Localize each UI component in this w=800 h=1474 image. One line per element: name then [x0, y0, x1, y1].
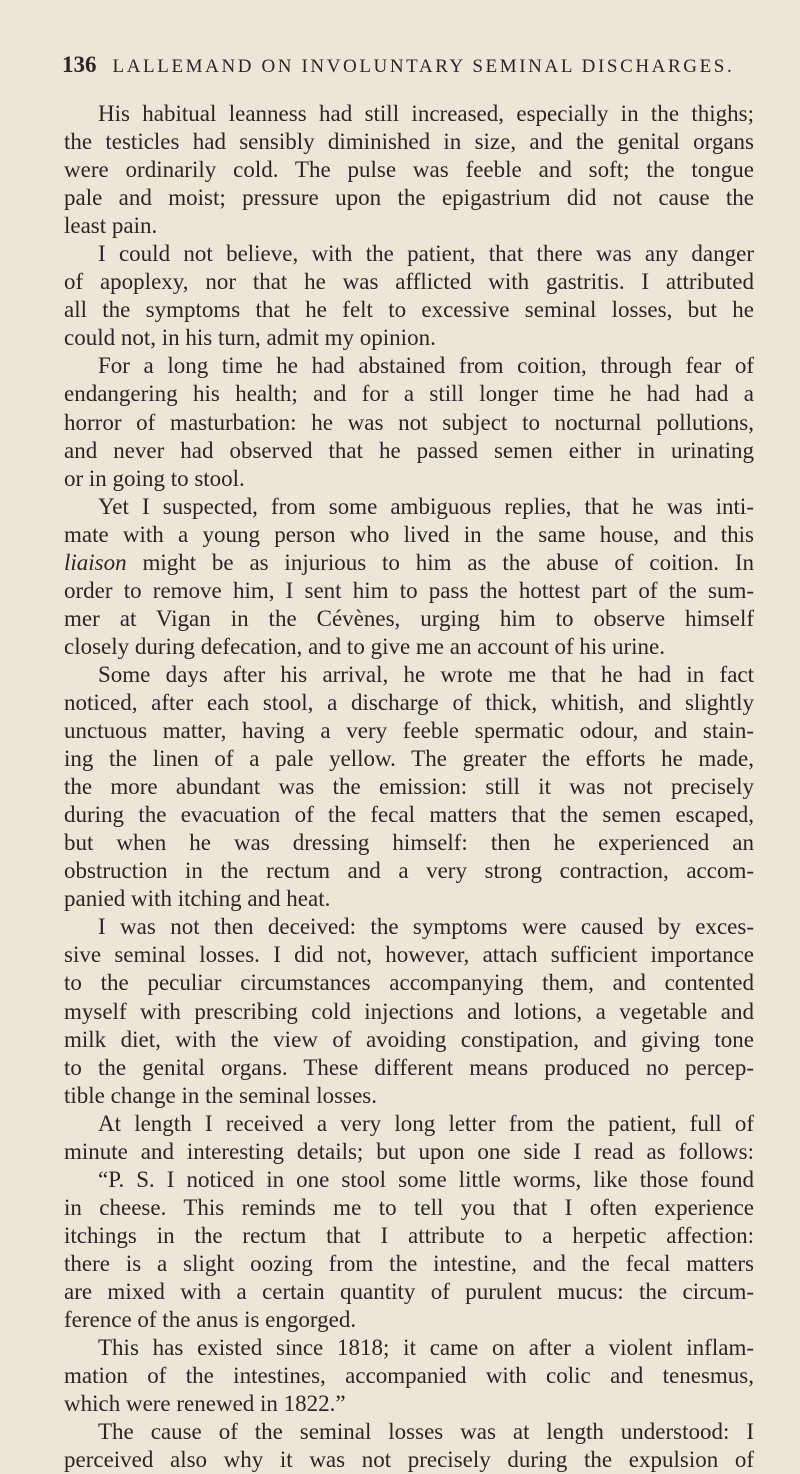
text-line: of apoplexy, nor that he was afflicted with gastritis. I attributed: [64, 269, 754, 295]
text-line: mate with a young person who lived in the same house, and this: [64, 521, 754, 547]
text-line: sive seminal losses. I did not, however, attach sufficient importance: [64, 942, 754, 968]
text-line: which were renewed in 1822.”: [64, 1391, 346, 1417]
text-line: itchings in the rectum that I attribute to a herpetic affection:: [64, 1222, 754, 1248]
text-line: closely during defecation, and to give me an account of his urine.: [64, 633, 665, 659]
text-line: pale and moist; pressure upon the epigastrium did not cause the: [64, 185, 754, 211]
text-line: there is a slight oozing from the intestine, and the fecal matters: [64, 1250, 754, 1276]
text-line: For a long time he had abstained from coition, through fear of: [98, 353, 754, 379]
text-line: perceived also why it was not precisely during the expulsion of: [64, 1447, 754, 1473]
text-line: Some days after his arrival, he wrote me that he had in fact: [98, 661, 754, 687]
text-line: noticed, after each stool, a discharge of thick, whitish, and slightly: [64, 689, 754, 715]
text-line: Yet I suspected, from some ambiguous replies, that he was inti-: [98, 493, 754, 519]
text-line: myself with prescribing cold injections and lotions, a vegetable and: [64, 998, 754, 1024]
text-line: and never had observed that he passed semen either in urinating: [64, 437, 754, 463]
text-line: milk diet, with the view of avoiding constipation, and giving tone: [64, 1026, 754, 1052]
text-line: [64, 549, 754, 577]
text-line: the more abundant was the emission: still it was not precisely: [64, 774, 754, 800]
text-line: could not, in his turn, admit my opinion.: [64, 325, 436, 351]
text-line: or in going to stool.: [64, 465, 245, 491]
text-line: I was not then deceived: the symptoms were caused by exces-: [98, 914, 754, 940]
text-line: were ordinarily cold. The pulse was feeble and soft; the tongue: [64, 157, 754, 183]
text-line: in cheese. This reminds me to tell you that I often experience: [64, 1194, 754, 1220]
text-line: ing the linen of a pale yellow. The greater the efforts he made,: [64, 746, 754, 772]
line-remainder: might be as injurious to him as the abuse of coition. In: [126, 549, 754, 575]
page-header: [62, 52, 742, 78]
text-line: obstruction in the rectum and a very strong contraction, accom-: [64, 858, 754, 884]
text-line: panied with itching and heat.: [64, 886, 331, 912]
text-line: least pain.: [64, 213, 158, 239]
text-line: horror of masturbation: he was not subject to nocturnal pollutions,: [64, 409, 754, 435]
text-line: mer at Vigan in the Cévènes, urging him to observe himself: [64, 605, 754, 631]
text-line: are mixed with a certain quantity of purulent mucus: the circum-: [64, 1278, 754, 1304]
italic-word: liaison: [64, 549, 127, 575]
text-line: mation of the intestines, accompanied with colic and tenesmus,: [64, 1363, 754, 1389]
text-line: At length I received a very long letter from the patient, full of: [98, 1110, 754, 1136]
text-line: all the symptoms that he felt to excessive seminal losses, but he: [64, 297, 754, 323]
text-line: to the peculiar circumstances accompanying them, and contented: [64, 970, 754, 996]
text-line: This has existed since 1818; it came on after a violent inflam-: [98, 1335, 754, 1361]
page-number: 136: [62, 52, 97, 77]
text-line: endangering his health; and for a still longer time he had had a: [64, 381, 754, 407]
text-line: tible change in the seminal losses.: [64, 1082, 377, 1108]
body-text: [64, 100, 754, 1474]
text-line: ference of the anus is engorged.: [64, 1307, 357, 1333]
text-line: the testicles had sensibly diminished in size, and the genital organs: [64, 129, 754, 155]
text-line: I could not believe, with the patient, that there was any danger: [98, 241, 754, 267]
text-line: His habitual leanness had still increased, especially in the thighs;: [98, 101, 754, 126]
text-line: “P. S. I noticed in one stool some little worms, like those found: [98, 1166, 754, 1192]
text-line: The cause of the seminal losses was at length understood: I: [98, 1419, 754, 1445]
running-title: LALLEMAND ON INVOLUNTARY SEMINAL DISCHARGES.: [112, 56, 735, 77]
text-line: but when he was dressing himself: then he experienced an: [64, 830, 754, 856]
text-line: order to remove him, I sent him to pass the hottest part of the sum-: [64, 577, 754, 603]
text-line: during the evacuation of the fecal matters that the semen escaped,: [64, 802, 754, 828]
text-line: minute and interesting details; but upon one side I read as follows:: [64, 1138, 754, 1164]
text-line: unctuous matter, having a very feeble spermatic odour, and stain-: [64, 718, 754, 744]
text-line: to the genital organs. These different means produced no percep-: [64, 1054, 754, 1080]
